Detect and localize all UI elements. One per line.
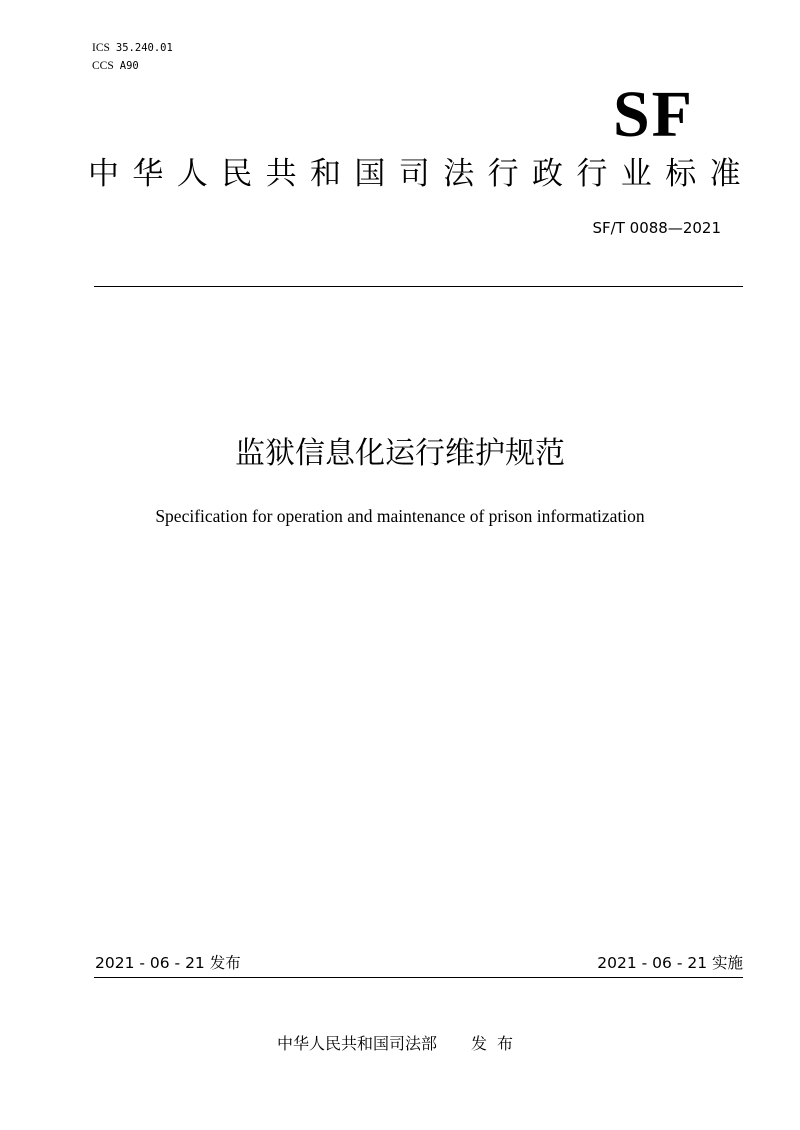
header-divider	[94, 286, 743, 287]
ics-label: ICS	[92, 42, 110, 54]
implement-date: 2021 - 06 - 21 实施	[597, 954, 743, 972]
release-date: 2021 - 06 - 21 发布	[95, 954, 241, 972]
publisher-action: 发布	[471, 1034, 524, 1053]
ics-line	[92, 40, 173, 55]
standard-type-title: 中华人民共和国司法行政行业标准	[88, 156, 754, 192]
ccs-code: A90	[119, 60, 139, 72]
ics-code: 35.240.01	[115, 42, 173, 54]
ccs-label: CCS	[92, 60, 114, 72]
sf-logo: SF	[612, 78, 694, 151]
publisher-line	[0, 1033, 800, 1055]
ccs-line	[92, 58, 139, 73]
standard-number: SF/T 0088—2021	[592, 219, 721, 237]
publisher-name: 中华人民共和国司法部	[276, 1034, 437, 1053]
footer-divider	[94, 977, 743, 978]
document-title-cn: 监狱信息化运行维护规范	[235, 436, 565, 471]
document-title-en: Specification for operation and maintenance of prison informatization	[155, 506, 645, 526]
